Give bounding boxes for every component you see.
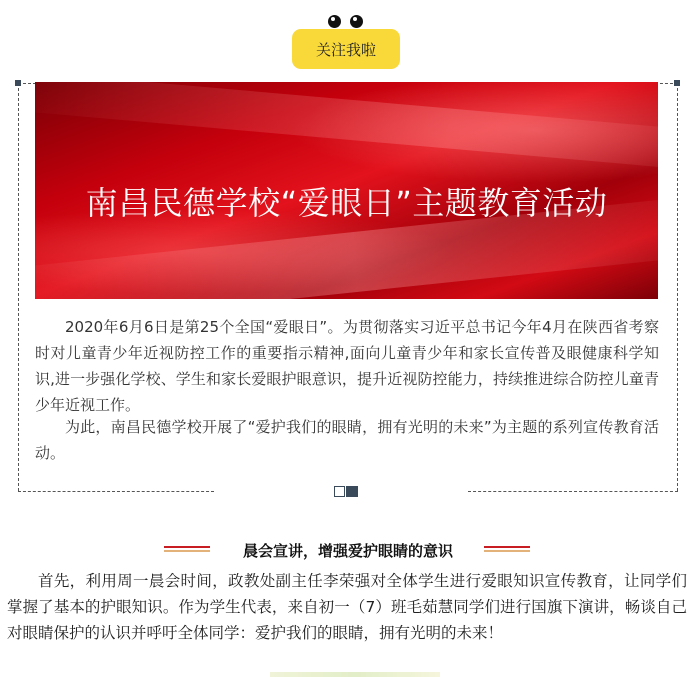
- heading-ornament-icon: [484, 546, 530, 554]
- next-image-edge: [270, 672, 440, 677]
- heading-ornament-icon: [164, 546, 210, 554]
- section-heading: [0, 538, 696, 564]
- frame-corner-marker: [15, 80, 21, 86]
- section-title: 晨会宣讲，增强爱护眼睛的意识: [242, 542, 453, 560]
- frame-corner-marker: [674, 80, 680, 86]
- pager-indicator: [334, 486, 359, 497]
- section-paragraph: 首先，利用周一晨会时间，政教处副主任李荣强对全体学生进行爱眼知识宣传教育，让同学们掌握了基本的护眼知识。作为学生代表，来自初一（7）班毛茹慧同学们进行国旗下演讲，畅谈自己对眼睛保护的认识并呼吁全体同学：爱护我们的眼睛，拥有光明的未来！: [7, 572, 687, 642]
- intro-paragraph: 2020年6月6日是第25个全国“爱眼日”。为贯彻落实习近平总书记今年4月在陕西省考察时对儿童青少年近视防控工作的重要指示精神,面向儿童青少年和家长宣传普及眼健康科学知识,进一步强化学校、学生和家长爱眼护眼意识，提升近视防控能力，持续推进综合防控儿童青少年近视工作。: [35, 318, 659, 414]
- banner-title: 南昌民德学校“爱眼日”主题教育活动: [85, 184, 608, 222]
- intro-paragraph: 为此，南昌民德学校开展了“爱护我们的眼睛，拥有光明的未来”为主题的系列宣传教育活动。: [35, 418, 659, 462]
- follow-badge[interactable]: [292, 13, 400, 71]
- hero-banner: [35, 82, 658, 299]
- follow-button[interactable]: 关注我啦: [292, 29, 400, 69]
